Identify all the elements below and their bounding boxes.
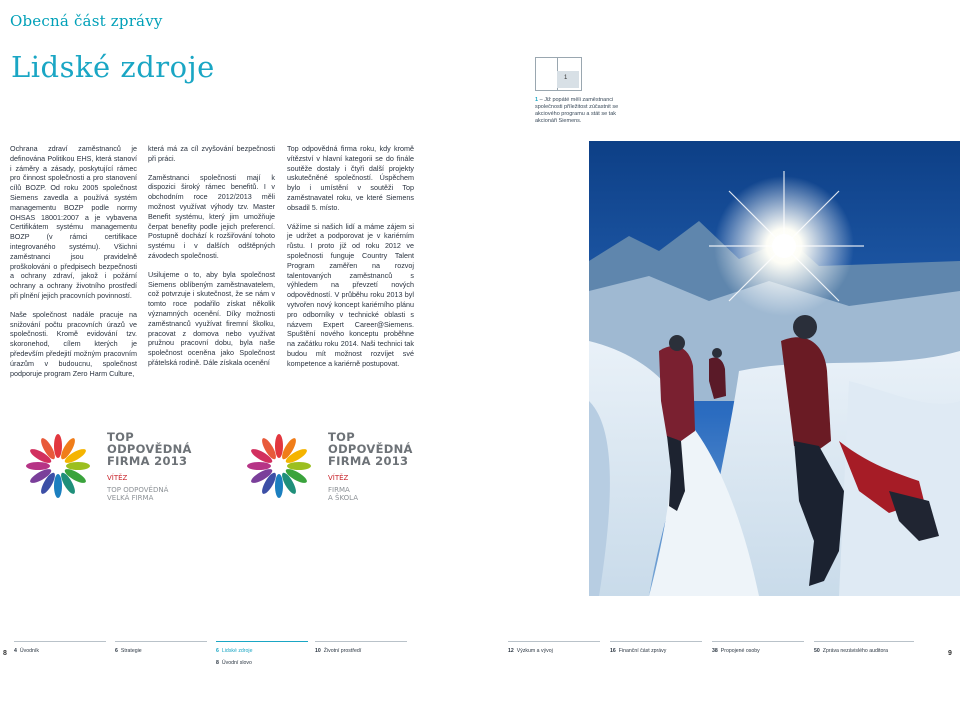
marker-number-box [557, 71, 579, 88]
section-title: Obecná část zprávy [10, 12, 163, 30]
nav-item-vyzkum-a-vyvoj[interactable] [508, 645, 553, 654]
image-marker-box [535, 57, 582, 91]
text-column-1 [10, 144, 137, 387]
caption-text: Již popáté měli zaměstnanci společnosti příležitost zúčastnit se akciového programu a stát se tak akcionáři Siemens. [535, 97, 619, 124]
nav-divider [508, 641, 600, 642]
award-logo-company-school [243, 428, 443, 512]
award-title-line: TOP [107, 430, 134, 444]
leaf-rosette-icon [243, 430, 315, 502]
caption-dash: – [539, 97, 545, 103]
award-logo-large-company [22, 428, 222, 512]
nav-item-uvodni-slovo[interactable] [216, 657, 252, 666]
paragraph: Usilujeme o to, aby byla společnost Siemens oblíbeným zaměstnavatelem, což potvrzuje i skutečnost, že se nám v tomto roce podařilo získat několik významných ocenění. Díky možnosti zaměstnanců využívat firemní školku, pracovat z domova nebo využívat pružnou pracovní dobu, byla naše společnost oceněna jako Společnost přátelská rodině. Dále získala ocenění [148, 269, 275, 367]
mountaineers-photo [589, 141, 960, 596]
photo-illustration [589, 141, 960, 596]
paragraph: Zaměstnanci společnosti mají k dispozici široký rámec benefitů. I v obchodním roce 2012/2013 měli možnost využívat výhody tzv. Master Benefit systému, který jim umožňuje čerpat benefity podle jejich preferencí. Postupně dochází k rozšiřování tohoto systému i v dalších odštěpných závodech společnosti. [148, 172, 275, 260]
nav-item-page: 8 [216, 660, 219, 666]
page-number-left: 8 [3, 650, 7, 657]
paragraph: Ochrana zdraví zaměstnanců je definována Politikou EHS, která stanoví i záměry a zásady, poskytující rámec pro činnost společnosti a pro stanovení cílů BOZP. Od roku 2005 společnost Siemens zavedla a používá systém managementu BOZP podle normy OHSAS 18001:2007 a je vybavena Certifikátem systému managementu BOZP (v rámci certifikace integrovaného systému). Všichni zaměstnanci jsou pravidelně proškolováni o předpisech bezpečnosti a ochrany zdraví, jakož i požární ochrany a ochrany životního prostředí při plnění jejich pracovních povinností. [10, 144, 137, 300]
nav-item-label: Zpráva nezávislého auditora [822, 648, 888, 654]
nav-item-page: 10 [315, 648, 321, 654]
footer-navigation [0, 635, 960, 675]
nav-item-financni-cast[interactable] [610, 645, 666, 654]
award-title-line: FIRMA 2013 [328, 454, 409, 468]
text-column-2 [148, 144, 275, 377]
caption-number: 1 [535, 97, 539, 103]
nav-item-label: Propojené osoby [720, 648, 760, 654]
nav-divider [14, 641, 106, 642]
paragraph: Top odpovědná firma roku, kdy kromě vítězství v hlavní kategorii se do finále soutěže dostaly i čtyři další projekty uskutečněné společností. Úspěchem bylo i umístění v soutěži Top zaměstnavatel roku, ve které Siemens obsadil 5. místo. [287, 144, 414, 212]
paragraph: Vážíme si našich lidí a máme zájem si je udržet a podporovat je v kariérním růstu. I proto již od roku 2012 ve společnosti funguje Country Talent Program zaměřen na rozvoj talentovaných zaměstnanců s výhledem na převzetí nových odpovědností. V průběhu roku 2013 byl vytvořen nový koncept kariérního plánu pro odborníky v technické oblasti s názvem Expert Career@Siemens. Spuštění nového konceptu proběhne na začátku roku 2014. Naši technici tak budou mít možnost rozvíjet své kompetence a kariérně postupovat. [287, 221, 414, 368]
page-number-right: 9 [948, 650, 952, 657]
award-winner-label: VÍTĚZ [107, 474, 128, 482]
nav-item-label: Úvodní slovo [221, 660, 252, 666]
nav-item-label: Finanční část zprávy [618, 648, 667, 654]
nav-item-page: 12 [508, 648, 514, 654]
nav-item-label: Úvodník [19, 648, 39, 654]
award-title [107, 431, 192, 467]
nav-item-label: Strategie [120, 648, 142, 654]
nav-item-strategie[interactable] [115, 645, 142, 654]
nav-item-zivotni-prostredi[interactable] [315, 645, 361, 654]
paragraph: Naše společnost nadále pracuje na snižování počtu pracovních úrazů ve společnosti. Kromě evidování tzv. skoronehod, cílem kterých je především předejití možným pracovním úrazům v budoucnu, společnost podporuje program Zero Harm Culture, [10, 309, 137, 378]
marker-number: 1 [564, 75, 568, 81]
nav-divider [610, 641, 702, 642]
award-title-line: ODPOVĚDNÁ [328, 442, 413, 456]
paragraph: která má za cíl zvyšování bezpečnosti při práci. [148, 144, 275, 163]
nav-item-label: Výzkum a vývoj [516, 648, 553, 654]
award-winner-label: VÍTĚZ [328, 474, 349, 482]
award-category-line: A ŠKOLA [328, 494, 359, 502]
nav-item-label: Životní prostředí [323, 648, 362, 654]
nav-item-label: Lidské zdroje [221, 648, 253, 654]
nav-divider [315, 641, 407, 642]
award-title [328, 431, 413, 467]
nav-item-lidske-zdroje[interactable] [216, 645, 252, 654]
page-title: Lidské zdroje [11, 50, 215, 84]
nav-item-uvodnik[interactable] [14, 645, 39, 654]
award-title-line: TOP [328, 430, 355, 444]
nav-item-page: 6 [216, 648, 219, 654]
award-title-line: FIRMA 2013 [107, 454, 188, 468]
nav-item-page: 38 [712, 648, 718, 654]
text-column-3 [287, 144, 414, 378]
nav-divider [814, 641, 914, 642]
nav-divider-active [216, 641, 308, 642]
leaf-rosette-icon [22, 430, 94, 502]
nav-divider [712, 641, 804, 642]
award-category [328, 486, 358, 502]
award-category-line: VELKÁ FIRMA [107, 494, 154, 502]
nav-item-page: 16 [610, 648, 616, 654]
award-category-line: TOP ODPOVĚDNÁ [107, 486, 169, 494]
nav-item-page: 6 [115, 648, 118, 654]
nav-item-propojene-osoby[interactable] [712, 645, 760, 654]
nav-divider [115, 641, 207, 642]
nav-item-page: 4 [14, 648, 17, 654]
nav-item-page: 50 [814, 648, 820, 654]
nav-item-zprava-auditora[interactable] [814, 645, 888, 654]
award-category [107, 486, 168, 502]
image-caption [535, 97, 627, 125]
award-category-line: FIRMA [328, 486, 350, 494]
award-title-line: ODPOVĚDNÁ [107, 442, 192, 456]
